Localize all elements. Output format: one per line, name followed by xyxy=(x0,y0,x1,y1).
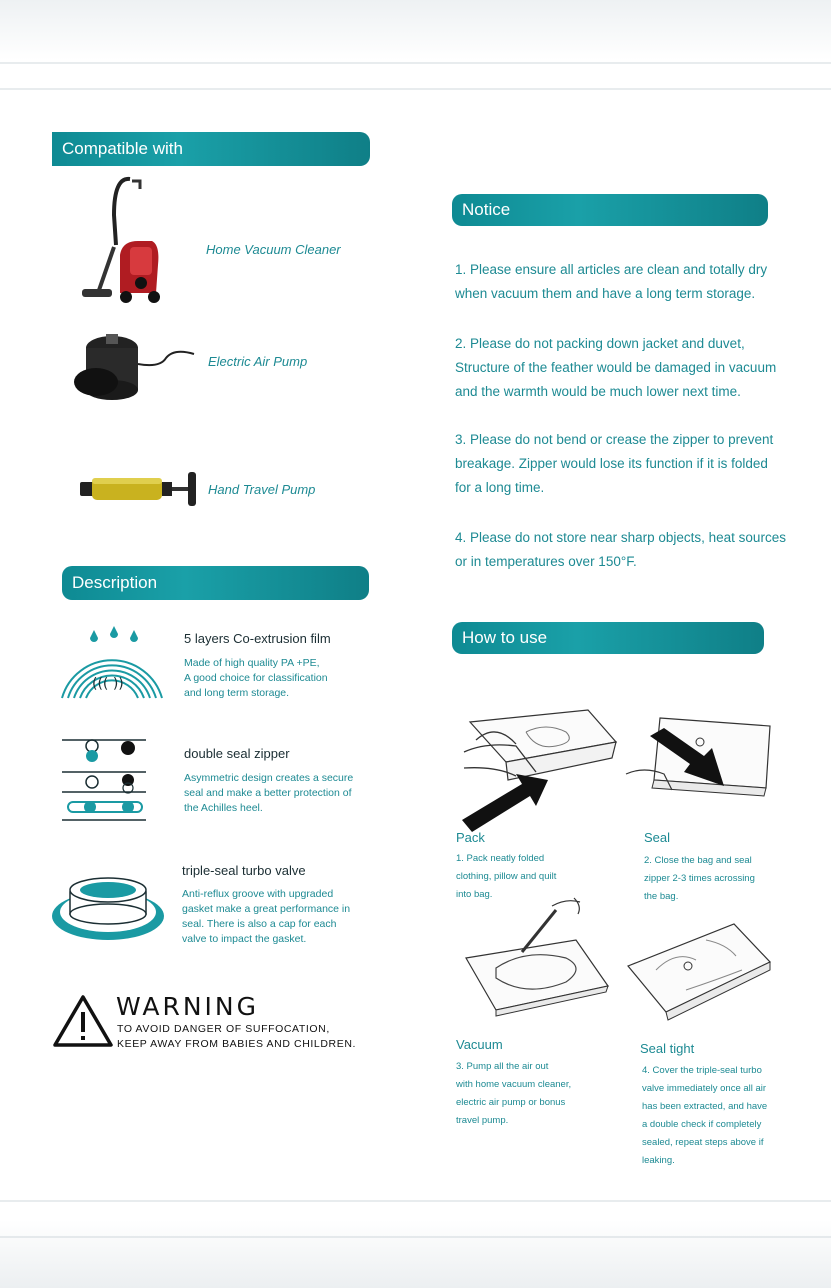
compatible-title: Compatible with xyxy=(52,132,370,166)
description-text-valve xyxy=(182,887,350,947)
description-line: Made of high quality PA +PE, xyxy=(184,657,320,669)
notice-line: when vacuum them and have a long term storage. xyxy=(455,286,756,301)
vacuum-illustration xyxy=(456,898,612,1018)
howto-step-heading-vacuum: Vacuum xyxy=(456,1037,503,1052)
howto-line: valve immediately once all air xyxy=(642,1083,767,1094)
warning-line: TO AVOID DANGER OF SUFFOCATION, xyxy=(117,1023,330,1035)
warning-triangle-icon xyxy=(52,994,114,1048)
warning-line: KEEP AWAY FROM BABIES AND CHILDREN. xyxy=(117,1038,357,1050)
description-text-zipper xyxy=(184,771,353,816)
notice-item-2 xyxy=(455,332,776,404)
notice-line: 4. Please do not store near sharp objects, heat sources xyxy=(455,530,786,545)
description-line: valve to impact the gasket. xyxy=(182,933,307,945)
howto-step-heading-seal-tight: Seal tight xyxy=(640,1041,695,1056)
howto-title: How to use xyxy=(452,622,764,654)
notice-line: 3. Please do not bend or crease the zipper to prevent xyxy=(455,432,774,447)
seal-illustration xyxy=(624,712,774,812)
howto-step-text-seal-tight xyxy=(642,1062,767,1170)
notice-line: 1. Please ensure all articles are clean and totally dry xyxy=(455,262,768,277)
description-text-film xyxy=(184,656,328,701)
howto-line: into bag. xyxy=(456,889,493,900)
howto-step-text-pack xyxy=(456,850,556,904)
bag-crease xyxy=(0,1200,831,1202)
bag-crease xyxy=(0,1236,831,1238)
description-line: A good choice for classification xyxy=(184,672,328,684)
howto-line: the bag. xyxy=(644,891,679,902)
svg-text:((( )): ((( )) xyxy=(92,676,124,692)
howto-line: 1. Pack neatly folded xyxy=(456,853,545,864)
notice-line: for a long time. xyxy=(455,480,545,495)
howto-step-heading-pack: Pack xyxy=(456,830,485,845)
notice-title: Notice xyxy=(452,194,768,226)
vacuum-cleaner-icon xyxy=(78,175,168,305)
notice-item-1 xyxy=(455,258,767,306)
howto-line: zipper 2-3 times acrossing xyxy=(644,873,755,884)
notice-line: and the warmth would be much lower next time. xyxy=(455,384,741,399)
pack-illustration xyxy=(456,702,618,820)
notice-line: 2. Please do not packing down jacket and duvet, xyxy=(455,336,745,351)
howto-step-text-seal xyxy=(644,852,755,906)
howto-line: 2. Close the bag and seal xyxy=(644,855,752,866)
bag-crease xyxy=(0,62,831,64)
description-heading-valve: triple-seal turbo valve xyxy=(182,863,306,878)
compatible-label-hand-pump: Hand Travel Pump xyxy=(208,482,316,497)
warning-text xyxy=(117,1022,356,1052)
howto-line: travel pump. xyxy=(456,1115,509,1126)
description-line: Asymmetric design creates a secure xyxy=(184,772,354,784)
description-line: seal. There is also a cap for each xyxy=(182,918,337,930)
description-line: and long term storage. xyxy=(184,687,290,699)
zipper-icon xyxy=(62,736,148,822)
description-line: Anti-reflux groove with upgraded xyxy=(182,888,334,900)
notice-item-3 xyxy=(455,428,773,500)
hand-pump-icon xyxy=(78,466,206,510)
valve-icon xyxy=(50,866,168,944)
description-heading-film: 5 layers Co-extrusion film xyxy=(184,631,331,646)
notice-item-4 xyxy=(455,526,786,574)
howto-line: leaking. xyxy=(642,1155,675,1166)
notice-line: Structure of the feather would be damaged in vacuum xyxy=(455,360,777,375)
description-heading-zipper: double seal zipper xyxy=(184,746,290,761)
notice-line: breakage. Zipper would lose its function if it is folded xyxy=(455,456,768,471)
howto-step-text-vacuum xyxy=(456,1058,571,1130)
warning-title: WARNING xyxy=(116,992,259,1021)
howto-line: a double check if completely xyxy=(642,1119,762,1130)
howto-line: electric air pump or bonus xyxy=(456,1097,566,1108)
description-title: Description xyxy=(62,566,369,600)
description-line: the Achilles heel. xyxy=(184,802,263,814)
electric-air-pump-icon xyxy=(70,328,200,406)
description-line: gasket make a great performance in xyxy=(182,903,351,915)
howto-line: clothing, pillow and quilt xyxy=(456,871,557,882)
howto-line: has been extracted, and have xyxy=(642,1101,768,1112)
seal-tight-illustration xyxy=(626,920,772,1020)
bag-crease xyxy=(0,88,831,90)
howto-line: 3. Pump all the air out xyxy=(456,1061,549,1072)
notice-line: or in temperatures over 150°F. xyxy=(455,554,637,569)
howto-line: 4. Cover the triple-seal turbo xyxy=(642,1065,762,1076)
howto-line: sealed, repeat steps above if xyxy=(642,1137,764,1148)
howto-step-heading-seal: Seal xyxy=(644,830,671,845)
howto-line: with home vacuum cleaner, xyxy=(456,1079,572,1090)
compatible-label-electric-pump: Electric Air Pump xyxy=(208,354,308,369)
compatible-label-vacuum: Home Vacuum Cleaner xyxy=(206,242,341,257)
film-layers-icon xyxy=(58,622,168,702)
description-line: seal and make a better protection of xyxy=(184,787,352,799)
